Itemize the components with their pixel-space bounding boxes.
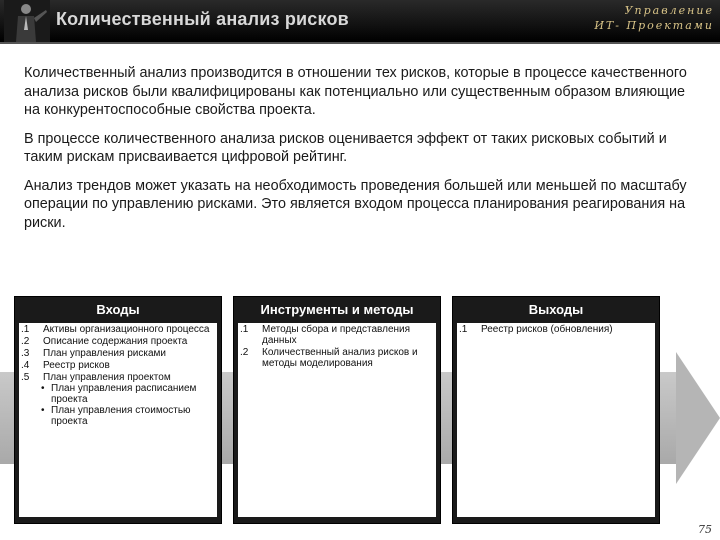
brand-line-2: ИТ- Проектами <box>594 19 714 32</box>
list-item <box>19 336 217 347</box>
outputs-panel <box>452 296 660 524</box>
presenter-figure-icon <box>4 0 50 42</box>
item-number: .3 <box>21 348 30 359</box>
item-number: .1 <box>459 324 468 335</box>
outputs-panel-title: Выходы <box>528 302 584 317</box>
page-title: Количественный анализ рисков <box>56 9 349 29</box>
brand-line-1: Управление <box>624 4 714 17</box>
item-number: .1 <box>21 324 30 335</box>
list-item <box>238 324 436 346</box>
item-number: .5 <box>21 372 30 383</box>
tools-panel-title: Инструменты и методы <box>260 302 414 317</box>
outputs-panel-body <box>457 323 655 517</box>
title-bar <box>0 0 720 44</box>
list-item <box>19 324 217 335</box>
tools-panel <box>233 296 441 524</box>
item-text: Активы организационного процесса <box>43 324 210 335</box>
bullet-icon: • <box>41 383 45 394</box>
item-number: .2 <box>21 336 30 347</box>
item-text: Методы сбора и представления данных <box>262 324 411 346</box>
list-item <box>457 324 655 335</box>
brand-logo <box>594 3 714 33</box>
sub-list-item <box>19 405 217 427</box>
process-arrow-head-icon <box>676 352 720 484</box>
body-text <box>24 64 700 242</box>
page-number: 75 <box>698 523 712 536</box>
list-item <box>19 348 217 359</box>
inputs-panel-title: Входы <box>96 302 140 317</box>
tools-panel-body <box>238 323 436 517</box>
paragraph: Количественный анализ производится в отношении тех рисков, которые в процессе качественного анализа рисков были квалифицированы как потенциально или существенным образом влияющие на конкурентоспособные свойства проекта. <box>24 65 687 118</box>
bullet-icon: • <box>41 405 45 416</box>
item-text: План управления расписанием проекта <box>51 383 197 405</box>
item-text: Реестр рисков <box>43 360 110 371</box>
sub-list-item <box>19 383 217 405</box>
list-item <box>238 347 436 369</box>
item-text: Описание содержания проекта <box>43 336 188 347</box>
paragraph: В процессе количественного анализа рисков оценивается эффект от таких рисковых событий и таким рискам присваивается цифровой рейтинг. <box>24 130 667 165</box>
item-text: Реестр рисков (обновления) <box>481 324 613 335</box>
item-text: План управления стоимостью проекта <box>51 405 191 427</box>
inputs-panel <box>14 296 222 524</box>
item-text: План управления рисками <box>43 348 166 359</box>
inputs-panel-body <box>19 323 217 517</box>
item-number: .4 <box>21 360 30 371</box>
item-number: .1 <box>240 324 249 335</box>
item-text: Количественный анализ рисков и методы моделирования <box>262 347 418 369</box>
item-number: .2 <box>240 347 249 358</box>
list-item <box>19 360 217 371</box>
item-text: План управления проектом <box>43 372 171 383</box>
list-item <box>19 372 217 383</box>
paragraph: Анализ трендов может указать на необходимость проведения большей или меньшей по масштабу операции по управлению рисками. Это является входом процесса планирования реагирования на риски. <box>24 177 687 231</box>
